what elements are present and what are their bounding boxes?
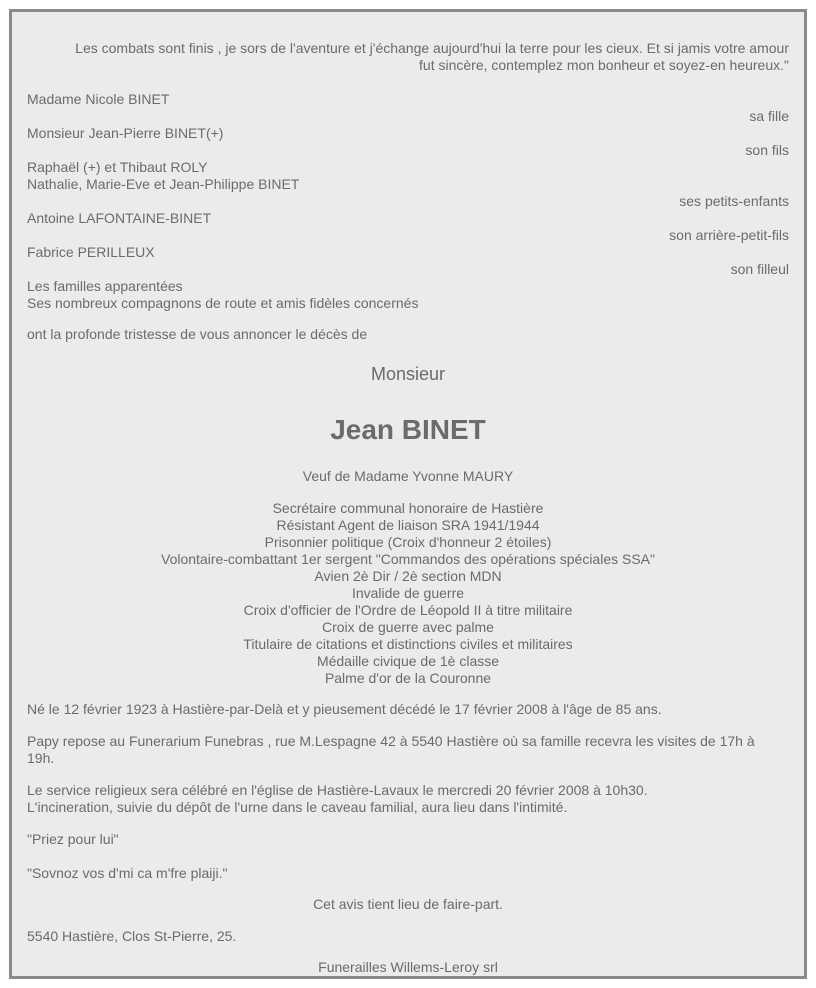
- distinction-item: Secrétaire communal honoraire de Hastière: [272, 500, 544, 516]
- funeral-home: Funerailles Willems-Leroy srl: [318, 959, 498, 975]
- prayer-line-1: "Priez pour lui": [27, 831, 119, 847]
- announcement: ont la profonde tristesse de vous annoncer le décès de: [27, 326, 368, 342]
- relatives-line-2: Ses nombreux compagnons de route et amis fidèles concernés: [27, 295, 419, 311]
- birth-death-line: Né le 12 février 1923 à Hastière-par-Delà et y pieusement décédé le 17 février 2008 à l'âge de 85 ans.: [27, 701, 662, 717]
- quote-line-1: Les combats sont finis , je sors de l'aventure et j'échange aujourd'hui la terre pour les cieux. Et si jamis votre amour: [75, 40, 789, 56]
- service-line-1: Le service religieux sera célébré en l'église de Hastière-Lavaux le mercredi 20 février 2008 à 10h30.: [27, 782, 648, 798]
- family-relation: son filleul: [730, 261, 789, 277]
- distinction-item: Prisonnier politique (Croix d'honneur 2 étoiles): [264, 534, 552, 550]
- distinction-item: Volontaire-combattant 1er sergent "Commandos des opérations spéciales SSA": [161, 551, 655, 567]
- family-name: Antoine LAFONTAINE-BINET: [27, 210, 212, 226]
- relatives-line-1: Les familles apparentées: [27, 278, 183, 294]
- distinction-item: Croix de guerre avec palme: [322, 619, 494, 635]
- distinction-item: Titulaire de citations et distinctions civiles et militaires: [243, 636, 573, 652]
- distinction-item: Invalide de guerre: [351, 585, 465, 601]
- distinction-item: Résistant Agent de liaison SRA 1941/1944: [276, 517, 540, 533]
- deceased-name: Jean BINET: [330, 414, 486, 445]
- funerarium-line-2: 19h.: [27, 750, 55, 766]
- family-relation: son arrière-petit-fils: [669, 227, 789, 243]
- widower-line: Veuf de Madame Yvonne MAURY: [302, 468, 514, 484]
- family-name: Fabrice PERILLEUX: [27, 244, 155, 260]
- family-relation: ses petits-enfants: [679, 193, 789, 209]
- distinction-item: Avien 2è Dir / 2è section MDN: [314, 568, 502, 584]
- address-line: 5540 Hastière, Clos St-Pierre, 25.: [27, 928, 237, 944]
- deceased-title: Monsieur: [370, 364, 446, 384]
- family-name: Monsieur Jean-Pierre BINET(+): [27, 125, 224, 141]
- service-line-2: L'incineration, suivie du dépôt de l'urne dans le caveau familial, aura lieu dans l'intimité.: [27, 799, 568, 815]
- distinction-item: Palme d'or de la Couronne: [324, 670, 492, 686]
- prayer-line-2: "Sovnoz vos d'mi ca m'fre plaiji.": [27, 865, 228, 881]
- distinction-item: Croix d'officier de l'Ordre de Léopold II à titre militaire: [243, 602, 573, 618]
- family-relation: son fils: [745, 142, 789, 158]
- family-name: Madame Nicole BINET: [27, 91, 170, 107]
- quote-line-2: fut sincère, contemplez mon bonheur et soyez-en heureux.": [419, 57, 789, 73]
- family-name: Nathalie, Marie-Eve et Jean-Philippe BINET: [27, 176, 300, 192]
- distinction-item: Médaille civique de 1è classe: [316, 653, 500, 669]
- family-relation: sa fille: [749, 108, 789, 124]
- funerarium-line-1: Papy repose au Funerarium Funebras , rue M.Lespagne 42 à 5540 Hastière où sa famille recevra les visites de 17h à: [27, 733, 755, 749]
- family-name: Raphaël (+) et Thibaut ROLY: [27, 159, 208, 175]
- obituary-card: [9, 9, 807, 979]
- notice-line: Cet avis tient lieu de faire-part.: [313, 896, 503, 912]
